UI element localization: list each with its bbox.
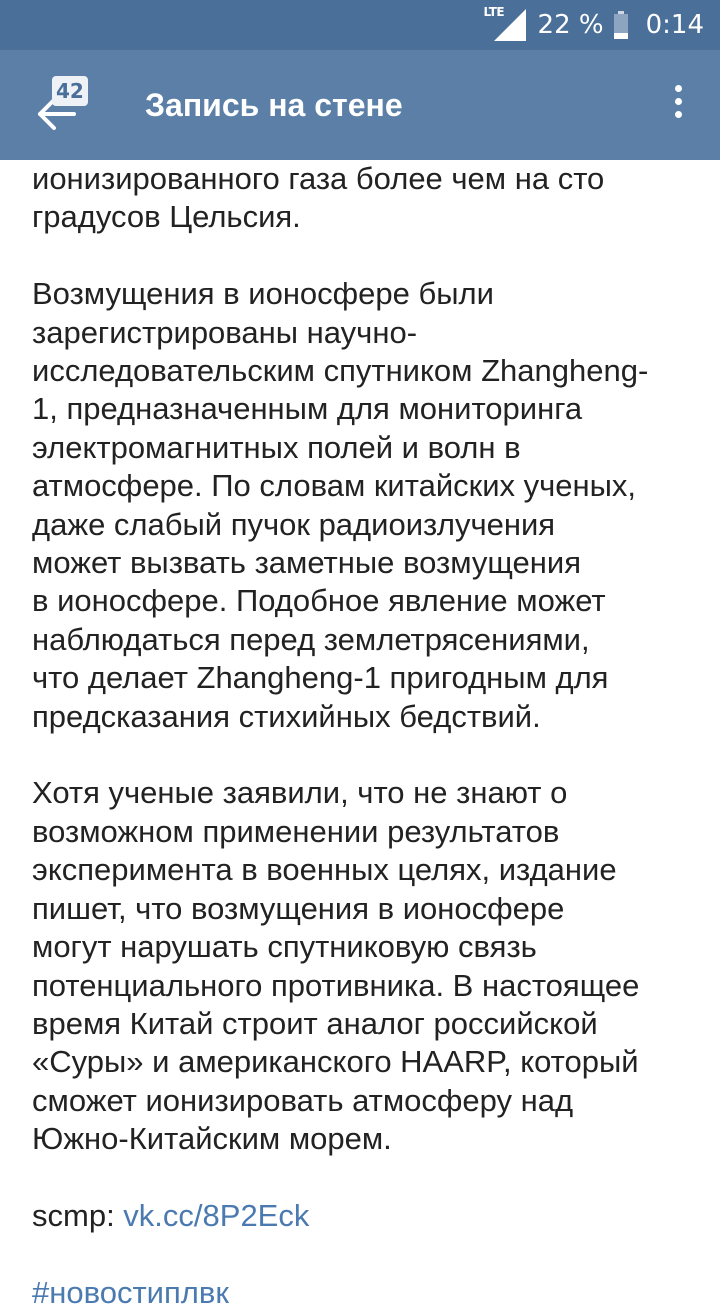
text-line: Хотя ученые заявили, что не знают о: [32, 775, 568, 811]
status-bar: [0, 0, 720, 50]
text-line: наблюдаться перед землетрясениями,: [32, 621, 590, 657]
text-line: 1, предназначенным для мониторинга: [32, 391, 583, 427]
source-label: scmp:: [32, 1197, 124, 1233]
text-line: потенциального противника. В настоящее: [32, 967, 640, 1003]
back-button[interactable]: [22, 68, 102, 148]
text-line: предсказания стихийных бедствий.: [32, 698, 541, 734]
text-line: время Китай строит аналог российской: [32, 1005, 598, 1041]
more-options-button[interactable]: [672, 85, 684, 125]
text-line: пишет, что возмущения в ионосфере: [32, 890, 565, 926]
post-paragraph: [32, 160, 700, 237]
source-link[interactable]: vk.cc/8P2Eck: [123, 1197, 310, 1233]
text-line: исследовательским спутником Zhangheng-: [32, 353, 649, 389]
status-icons: [483, 0, 704, 50]
text-line: Южно-Китайским морем.: [32, 1121, 392, 1157]
clock: 0:14: [645, 10, 704, 40]
more-vert-icon: [675, 85, 682, 92]
app-bar: [0, 50, 720, 160]
signal-lte-icon: [483, 5, 526, 41]
text-line: ионизированного газа более чем на сто: [32, 161, 605, 196]
unread-badge: 42: [52, 76, 88, 106]
text-line: «Суры» и американского HAARP, который: [32, 1044, 639, 1080]
text-line: Возмущения в ионосфере были: [32, 276, 494, 312]
text-line: в ионосфере. Подобное явление может: [32, 583, 606, 619]
post-content: [32, 160, 700, 1312]
battery-percent: 22 %: [537, 10, 604, 40]
text-line: что делает Zhangheng-1 пригодным для: [32, 660, 609, 696]
text-line: градусов Цельсия.: [32, 199, 301, 235]
post-paragraph: [32, 774, 700, 1158]
network-type-label: LTE: [483, 5, 505, 19]
text-line: может вызвать заметные возмущения: [32, 545, 582, 581]
hashtag-line: [32, 1274, 700, 1312]
text-line: электромагнитных полей и волн в: [32, 429, 521, 465]
text-line: могут нарушать спутниковую связь: [32, 929, 537, 965]
text-line: зарегистрированы научно-: [32, 314, 418, 350]
text-line: возможном применении результатов: [32, 813, 560, 849]
text-line: эксперимента в военных целях, издание: [32, 852, 617, 888]
text-line: даже слабый пучок радиоизлучения: [32, 506, 556, 542]
post-paragraph: [32, 275, 700, 736]
page-title: Запись на стене: [145, 87, 403, 123]
text-line: атмосфере. По словам китайских ученых,: [32, 468, 637, 504]
battery-icon: [614, 11, 628, 39]
hashtag-link[interactable]: #новостиплвк: [32, 1274, 229, 1310]
source-line: [32, 1197, 700, 1235]
text-line: сможет ионизировать атмосферу над: [32, 1082, 574, 1118]
